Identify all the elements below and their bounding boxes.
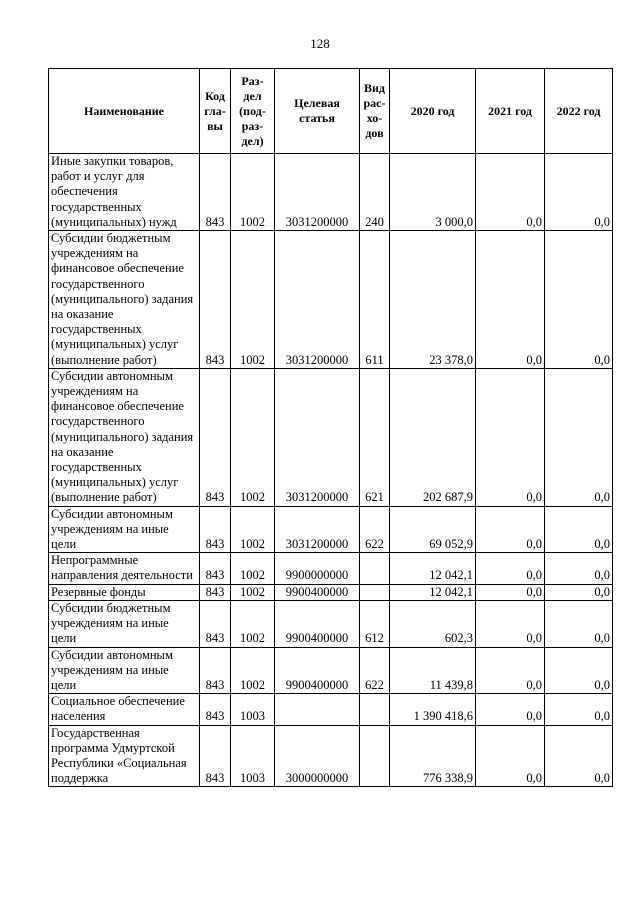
cell-2022: 0,0 <box>545 368 613 506</box>
header-expense-type: Вид рас- хо- дов <box>360 69 390 154</box>
cell-code: 843 <box>200 584 231 600</box>
header-2022: 2022 год <box>545 69 613 154</box>
cell-name: Субсидии автономным учреждениям на иные цели <box>49 506 200 553</box>
table-row <box>49 506 613 553</box>
cell-section: 1002 <box>231 506 275 553</box>
cell-target <box>275 694 360 725</box>
cell-2022: 0,0 <box>545 553 613 584</box>
cell-2021: 0,0 <box>476 647 545 694</box>
table-row <box>49 600 613 647</box>
cell-target: 9900400000 <box>275 647 360 694</box>
cell-name: Резервные фонды <box>49 584 200 600</box>
cell-name: Субсидии автономным учреждениям на финансовое обеспечение государственного (муниципального) задания на оказание государственных (муниципальных) услуг (выполнение работ) <box>49 368 200 506</box>
cell-name: Субсидии автономным учреждениям на иные цели <box>49 647 200 694</box>
cell-expense-type: 622 <box>360 506 390 553</box>
cell-2020: 69 052,9 <box>390 506 476 553</box>
cell-code: 843 <box>200 231 231 369</box>
cell-2022: 0,0 <box>545 725 613 787</box>
cell-section: 1002 <box>231 154 275 231</box>
header-code: Код гла- вы <box>200 69 231 154</box>
cell-target: 3031200000 <box>275 368 360 506</box>
header-row <box>49 69 613 154</box>
cell-2021: 0,0 <box>476 725 545 787</box>
cell-expense-type <box>360 725 390 787</box>
table-row <box>49 694 613 725</box>
cell-2021: 0,0 <box>476 506 545 553</box>
header-2020: 2020 год <box>390 69 476 154</box>
cell-name: Социальное обеспечение населения <box>49 694 200 725</box>
table-row <box>49 553 613 584</box>
cell-2020: 202 687,9 <box>390 368 476 506</box>
table-row <box>49 584 613 600</box>
cell-2021: 0,0 <box>476 584 545 600</box>
header-name: Наименование <box>49 69 200 154</box>
header-target: Целевая статья <box>275 69 360 154</box>
cell-expense-type <box>360 584 390 600</box>
cell-2022: 0,0 <box>545 506 613 553</box>
cell-expense-type <box>360 694 390 725</box>
cell-code: 843 <box>200 368 231 506</box>
cell-2021: 0,0 <box>476 600 545 647</box>
cell-expense-type: 621 <box>360 368 390 506</box>
table-row <box>49 647 613 694</box>
cell-expense-type: 240 <box>360 154 390 231</box>
cell-code: 843 <box>200 694 231 725</box>
cell-name: Субсидии бюджетным учреждениям на финансовое обеспечение государственного (муниципального) задания на оказание государственных (муниципальных) услуг (выполнение работ) <box>49 231 200 369</box>
cell-target: 9900400000 <box>275 600 360 647</box>
cell-code: 843 <box>200 154 231 231</box>
cell-2022: 0,0 <box>545 231 613 369</box>
cell-code: 843 <box>200 553 231 584</box>
cell-target: 9900400000 <box>275 584 360 600</box>
cell-section: 1002 <box>231 231 275 369</box>
cell-section: 1002 <box>231 584 275 600</box>
cell-2020: 11 439,8 <box>390 647 476 694</box>
cell-2021: 0,0 <box>476 694 545 725</box>
cell-2020: 23 378,0 <box>390 231 476 369</box>
cell-2020: 776 338,9 <box>390 725 476 787</box>
cell-target: 3031200000 <box>275 506 360 553</box>
cell-section: 1002 <box>231 600 275 647</box>
cell-2022: 0,0 <box>545 584 613 600</box>
cell-expense-type: 611 <box>360 231 390 369</box>
cell-section: 1002 <box>231 647 275 694</box>
table-row <box>49 154 613 231</box>
cell-target: 3000000000 <box>275 725 360 787</box>
cell-2020: 12 042,1 <box>390 553 476 584</box>
table-row <box>49 725 613 787</box>
cell-expense-type: 612 <box>360 600 390 647</box>
cell-2022: 0,0 <box>545 647 613 694</box>
header-section: Раз- дел (под- раз- дел) <box>231 69 275 154</box>
cell-2022: 0,0 <box>545 154 613 231</box>
cell-section: 1002 <box>231 368 275 506</box>
cell-code: 843 <box>200 725 231 787</box>
cell-code: 843 <box>200 506 231 553</box>
cell-2022: 0,0 <box>545 600 613 647</box>
cell-target: 3031200000 <box>275 154 360 231</box>
cell-name: Непрограммные направления деятельности <box>49 553 200 584</box>
header-2021: 2021 год <box>476 69 545 154</box>
table-row <box>49 231 613 369</box>
cell-section: 1002 <box>231 553 275 584</box>
cell-2020: 12 042,1 <box>390 584 476 600</box>
page-number: 128 <box>310 36 330 51</box>
cell-target: 3031200000 <box>275 231 360 369</box>
cell-2020: 602,3 <box>390 600 476 647</box>
cell-code: 843 <box>200 600 231 647</box>
cell-2021: 0,0 <box>476 154 545 231</box>
cell-2020: 1 390 418,6 <box>390 694 476 725</box>
cell-2020: 3 000,0 <box>390 154 476 231</box>
cell-section: 1003 <box>231 725 275 787</box>
cell-expense-type <box>360 553 390 584</box>
budget-table <box>48 68 613 787</box>
cell-name: Государственная программа Удмуртской Республики «Социальная поддержка <box>49 725 200 787</box>
cell-2022: 0,0 <box>545 694 613 725</box>
cell-name: Субсидии бюджетным учреждениям на иные цели <box>49 600 200 647</box>
cell-2021: 0,0 <box>476 553 545 584</box>
cell-section: 1003 <box>231 694 275 725</box>
cell-code: 843 <box>200 647 231 694</box>
table-row <box>49 368 613 506</box>
cell-2021: 0,0 <box>476 231 545 369</box>
cell-2021: 0,0 <box>476 368 545 506</box>
cell-target: 9900000000 <box>275 553 360 584</box>
cell-expense-type: 622 <box>360 647 390 694</box>
cell-name: Иные закупки товаров, работ и услуг для обеспечения государственных (муниципальных) нужд <box>49 154 200 231</box>
